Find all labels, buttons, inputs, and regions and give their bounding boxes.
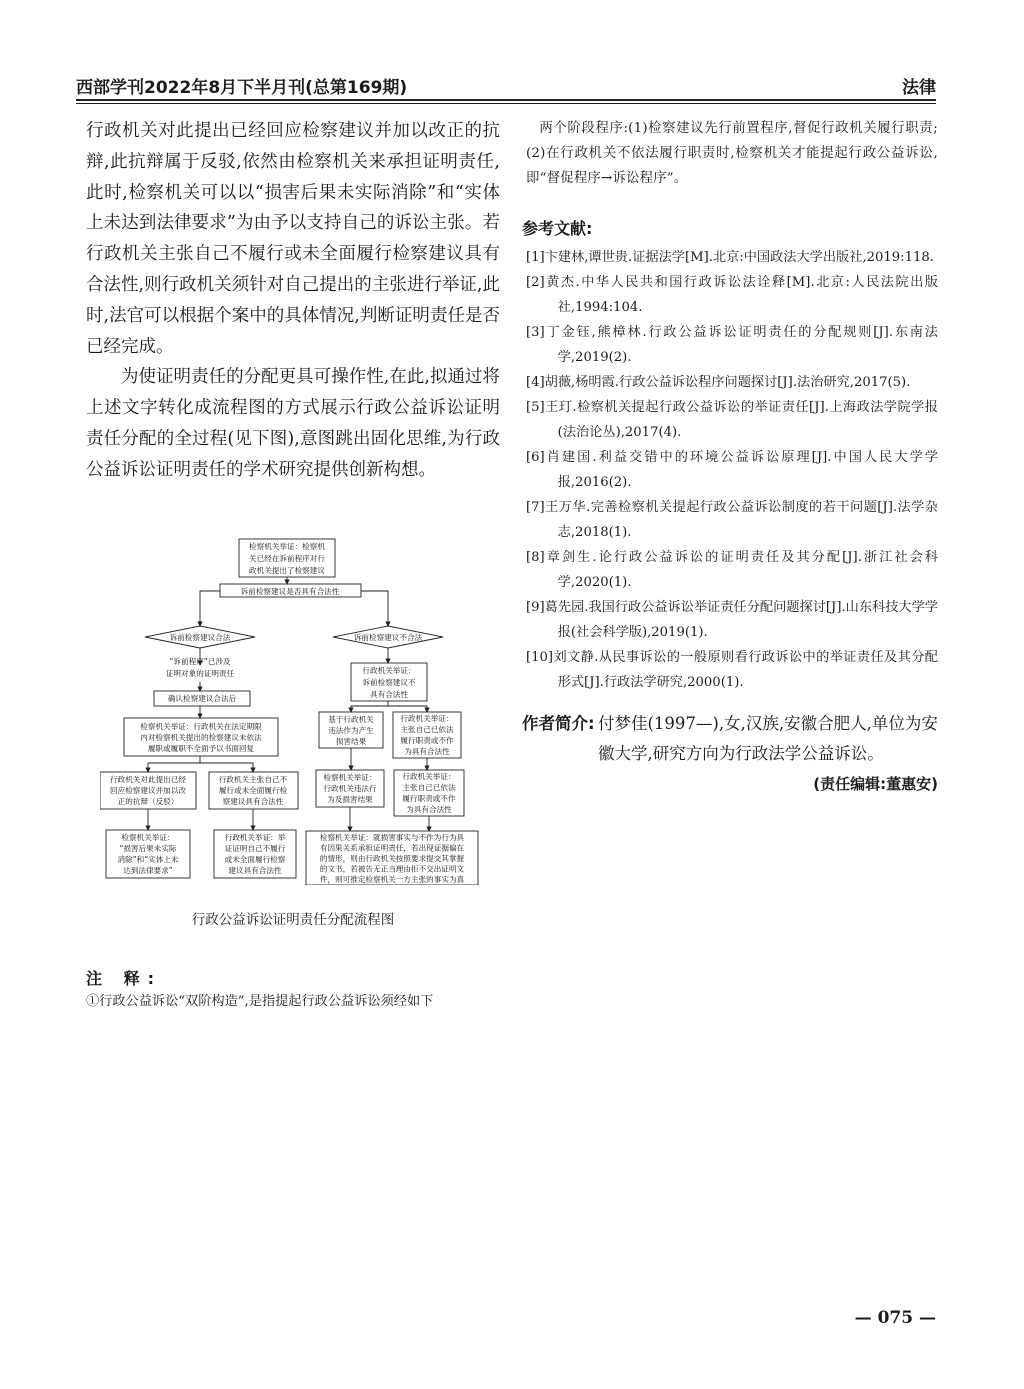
header-rule-thin: [76, 103, 936, 104]
note-continuation: 两个阶段程序:(1)检察建议先行前置程序,督促行政机关履行职责;(2)在行政机关不依法履行职责时,检察机关才能提起行政公益诉讼,即“督促程序→诉讼程序”。: [526, 121, 938, 186]
flow-text: 消除”和“实体上未: [117, 855, 179, 864]
flow-text: 检察机关举证：行政机关在法定期限: [140, 722, 262, 731]
flow-text: 检察机关举证：检察机: [249, 542, 325, 551]
flow-text: 行政机关主张自己不: [218, 775, 288, 784]
flow-text: 回应检察建议并加以改: [110, 786, 186, 795]
note-item: ①行政公益诉讼“双阶构造”,是指提起行政公益诉讼须经如下: [86, 994, 434, 1009]
flow-text: 履行职责或不作: [402, 794, 456, 803]
reference-item: [1]卞建林,谭世贵.证据法学[M].北京:中国政法大学出版社,2019:118.: [526, 250, 934, 265]
reference-item: [9]葛先园.我国行政公益诉讼举证责任分配问题探讨[J].山东科技大学学报(社会科学版),2019(1).: [526, 600, 938, 640]
reference-item: [10]刘文静.从民事诉讼的一般原则看行政诉讼中的举证责任及其分配形式[J].行政法学研究,2000(1).: [526, 650, 938, 690]
flow-text: 诉前检察建议不合法: [353, 633, 423, 642]
flow-text: 检察机关举证：: [323, 773, 377, 782]
journal-header: 西部学刊2022年8月下半月刊(总第169期): [76, 78, 408, 98]
flow-text: 履职或履职不全面予以书面回复: [147, 744, 255, 753]
flow-text: 为具有合法性: [404, 747, 450, 756]
flow-text: 证明对象的证明责任: [165, 669, 235, 678]
flow-text: 政机关提出了检察建议: [249, 566, 325, 575]
reference-item: [5]王玎.检察机关提起行政公益诉讼的举证责任[J].上海政法学院学报(法治论丛),2017(4).: [526, 400, 938, 440]
body-paragraph: 行政机关对此提出已经回应检察建议并加以改正的抗辩,此抗辩属于反驳,依然由检察机关来承担证明责任,此时,检察机关可以以“损害后果未实际消除”和“实体上未达到法律要求”为由予以支持自己的诉讼主张。若行政机关主张自己不履行或未全面履行检察建议具有合法性,则行政机关须针对自己提出的主张进行举证,此时,法官可以根据个案中的具体情况,判断证明责任是否已经完成。: [86, 121, 500, 357]
flow-text: 察建议具有合法性: [222, 797, 284, 806]
right-column: [522, 116, 938, 794]
flow-text: 主张自己已依法: [400, 725, 454, 734]
figure-caption: 行政公益诉讼证明责任分配流程图: [191, 912, 395, 928]
flow-text: 诉前检察建议是否具有合法性: [240, 587, 340, 596]
flow-text: 证证明自己不履行: [224, 844, 286, 853]
reference-item: [2]黄杰.中华人民共和国行政诉讼法诠释[M].北京:人民法院出版社,1994:104.: [526, 275, 938, 315]
responsible-editor: (责任编辑:董惠安): [813, 775, 938, 793]
flow-text: 主张自己已依法: [402, 783, 456, 792]
flow-text: 行政机关举证：: [400, 714, 454, 723]
flow-text: 确认检察建议合法后: [167, 694, 237, 703]
flow-text: 内对检察机关提出的检察建议未依法: [140, 733, 262, 742]
flow-text: 基于行政机关: [328, 715, 374, 724]
flowchart-svg: [100, 530, 490, 885]
flow-text: 行政机关举证：: [362, 666, 416, 675]
left-body-text: [86, 116, 500, 486]
author-label: 作者简介:: [522, 714, 595, 733]
section-label: 法律: [902, 78, 936, 98]
flow-text: 件，则可推定检察机关一方主张的事实为真: [319, 875, 465, 884]
flow-text: 具有合法性: [370, 690, 408, 699]
flow-text: 为具有合法性: [406, 805, 452, 814]
body-paragraph: 为使证明责任的分配更具可操作性,在此,拟通过将上述文字转化成流程图的方式展示行政公益诉讼证明责任分配的全过程(见下图),意图跳出固化思维,为行政公益诉讼证明责任的学术研究提供创新构想。: [86, 367, 500, 480]
flow-text: 达到法律要求”: [123, 866, 173, 875]
flow-text: 检察机关举证：就损害事实与不作为行为具: [319, 833, 465, 842]
flow-text: 检察机关举证：: [121, 833, 175, 842]
notes-title: 注 释:: [86, 969, 162, 988]
references-title: 参考文献:: [522, 219, 593, 238]
flow-text: 有因果关系承担证明责任，若出现证据偏在: [319, 843, 465, 853]
reference-item: [6]肖建国.利益交错中的环境公益诉讼原理[J].中国人民大学学报,2016(2).: [526, 450, 938, 490]
flow-text: 行政机关举证：举: [224, 833, 286, 842]
flow-text: 违法作为产生: [328, 726, 374, 735]
flow-text: 诉前检察建议合法: [169, 633, 231, 642]
flow-text: 的文书，若被告无正当理由拒不交出证明文: [319, 864, 465, 874]
flow-text: 关已经在诉前程序对行: [249, 554, 325, 563]
flow-text: “诉前程序”已涉及: [169, 657, 231, 666]
flow-text: 履行职责或不作: [400, 736, 454, 745]
flow-text: “损害后果未实际: [119, 844, 177, 853]
flow-text: 履行或未全面履行检: [218, 786, 288, 795]
author-intro: [522, 709, 938, 769]
flow-text: 正的抗辩（反驳）: [117, 797, 179, 806]
reference-item: [3]丁金钰,熊樟林.行政公益诉讼证明责任的分配规则[J].东南法学,2019(2).: [526, 325, 938, 365]
page-number: — 075 —: [854, 1308, 936, 1328]
flowchart-figure: [100, 530, 490, 885]
author-text: 付梦佳(1997—),女,汉族,安徽合肥人,单位为安徽大学,研究方向为行政法学公益诉讼。: [598, 714, 938, 763]
flow-text: 诉前检察建议不: [362, 678, 416, 687]
flow-text: 行政机关对此提出已经: [110, 775, 186, 784]
flow-text: 或未全面履行检察: [224, 855, 286, 864]
flow-text: 损害结果: [335, 737, 367, 746]
header-rule: [76, 99, 936, 101]
reference-item: [7]王万华.完善检察机关提起行政公益诉讼制度的若干问题[J].法学杂志,2018(1).: [526, 500, 938, 540]
flow-text: 行政机关违法行: [323, 784, 377, 793]
reference-item: [4]胡薇,杨明霞.行政公益诉讼程序问题探讨[J].法治研究,2017(5).: [526, 375, 911, 390]
flow-text: 建议具有合法性: [228, 866, 282, 875]
reference-item: [8]章剑生.论行政公益诉讼的证明责任及其分配[J].浙江社会科学,2020(1).: [526, 550, 938, 590]
flow-text: 的情形，则由行政机关按照要求提交其掌握: [319, 854, 465, 863]
flow-text: 为及损害结果: [327, 795, 373, 804]
flow-text: 行政机关举证：: [402, 772, 456, 781]
